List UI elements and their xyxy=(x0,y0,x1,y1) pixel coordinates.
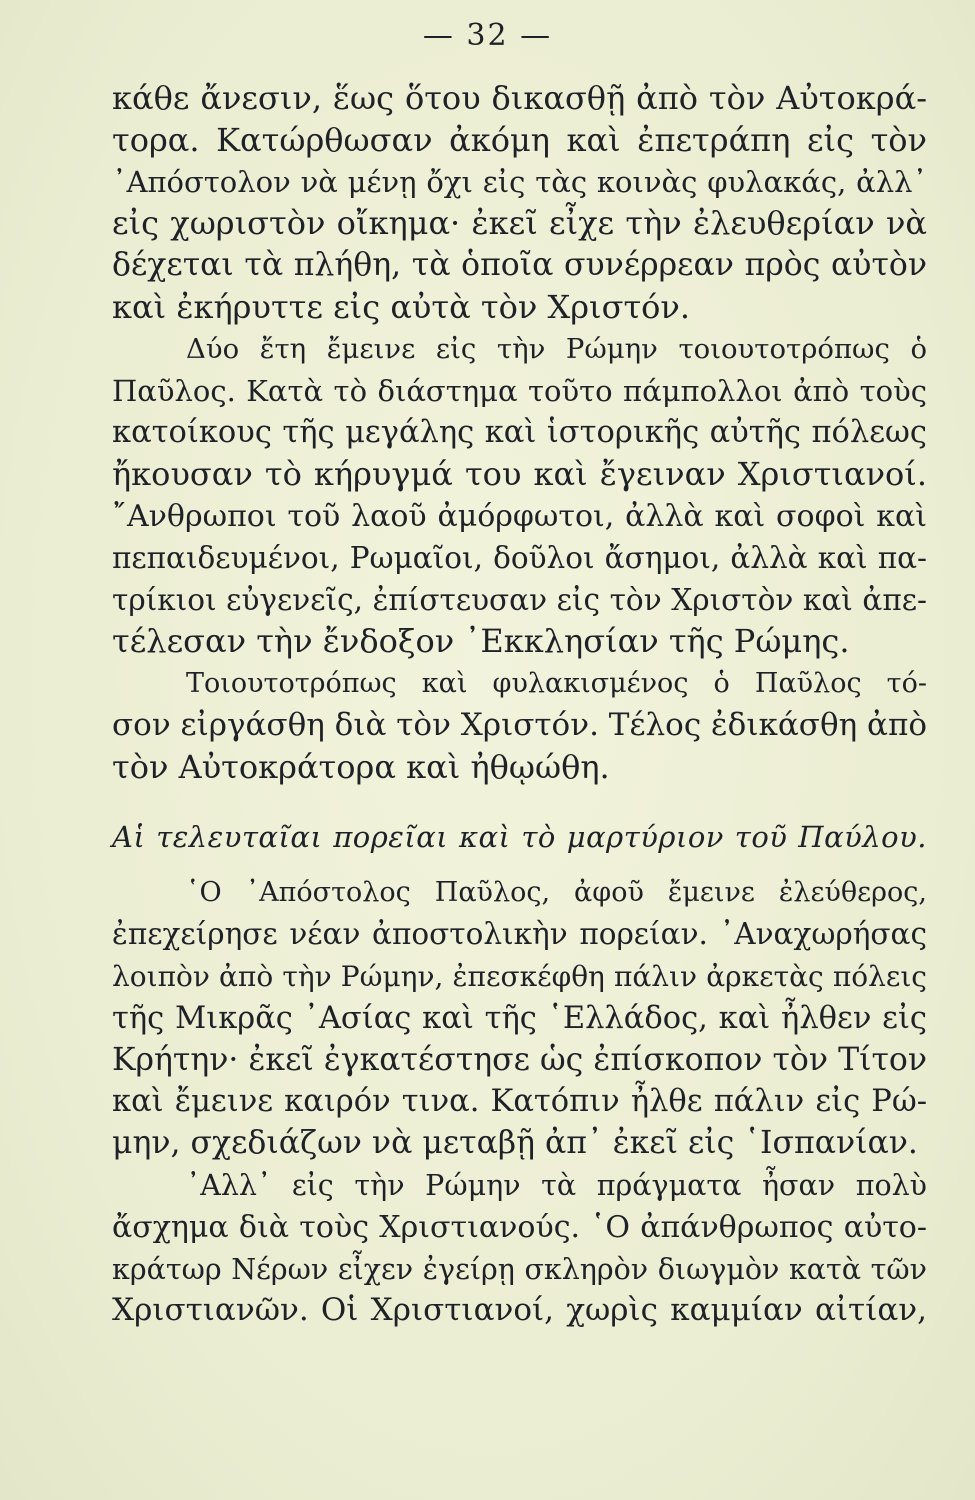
text-line: καὶ ἐκήρυττε εἰς αὐτὰ τὸν Χριστόν. xyxy=(112,287,691,326)
text-line: σον εἰργάσθη διὰ τὸν Χριστόν. Τέλος ἐδικάσθη ἀπὸ xyxy=(112,706,928,743)
text-line: εἰς χωριστὸν οἴκημα· ἐκεῖ εἶχε τὴν ἐλευθερίαν νὰ xyxy=(112,204,927,243)
section-heading: Αἱ τελευταῖαι πορεῖαι καὶ τὸ μαρτύριον τοῦ Παύλου. xyxy=(112,819,927,854)
text-line: ῾Ο ᾿Απόστολος Παῦλος, ἀφοῦ ἔμεινε ἐλεύθερος, xyxy=(186,877,927,909)
text-line: λοιπὸν ἀπὸ τὴν Ρώμην, ἐπεσκέφθη πάλιν ἀρκετὰς πόλεις xyxy=(112,959,927,993)
text-line: ᾿Αλλ᾿ εἰς τὴν Ρώμην τὰ πράγματα ἦσαν πολὺ xyxy=(186,1168,927,1202)
text-line: τὸν Αὐτοκράτορα καὶ ἠθῳώθη. xyxy=(112,747,610,786)
text-line: ἐπεχείρησε νέαν ἀποστολικὴν πορείαν. ᾿Αναχωρήσας xyxy=(112,917,927,952)
text-line: Δύο ἔτη ἔμεινε εἰς τὴν Ρώμην τοιουτοτρόπως ὁ xyxy=(186,332,927,365)
text-line: καὶ ἔμεινε καιρόν τινα. Κατόπιν ἦλθε πάλιν εἰς Ρώ- xyxy=(112,1084,927,1120)
text-line: κατοίκους τῆς μεγάλης καὶ ἱστορικῆς αὐτῆς πόλεως xyxy=(112,415,927,451)
page-number: — 32 — xyxy=(422,18,553,53)
text-line: κάθε ἄνεσιν, ἕως ὅτου δικασθῇ ἀπὸ τὸν Αὐτοκρά- xyxy=(112,79,927,117)
text-line: πεπαιδευμένοι, Ρωμαῖοι, δοῦλοι ἄσημοι, ἀλλὰ καὶ πα- xyxy=(112,540,927,575)
text-line: Τοιουτοτρόπως καὶ φυλακισμένος ὁ Παῦλος τό- xyxy=(186,668,927,700)
text-line: τρίκιοι εὐγενεῖς, ἐπίστευσαν εἰς τὸν Χριστὸν καὶ ἀπε- xyxy=(112,582,927,617)
text-line: κράτωρ Νέρων εἶχεν ἐγείρῃ σκληρὸν διωγμὸν κατὰ τῶν xyxy=(112,1252,927,1286)
text-line: μην, σχεδιάζων νὰ μεταβῇ ἀπ᾿ ἐκεῖ εἰς ῾Ισπανίαν. xyxy=(112,1125,918,1162)
text-line: τῆς Μικρᾶς ᾿Ασίας καὶ τῆς ῾Ελλάδος, καὶ ἦλθεν εἰς xyxy=(112,1000,927,1036)
text-block xyxy=(112,78,927,1332)
text-line: ἤκουσαν τὸ κήρυγμά του καὶ ἔγειναν Χριστιανοί. xyxy=(112,455,927,494)
text-line: Κρήτην· ἐκεῖ ἐγκατέστησε ὡς ἐπίσκοπον τὸν Τίτον xyxy=(112,1041,927,1078)
text-line: ἄσχημα διὰ τοὺς Χριστιανούς. ῾Ο ἀπάνθρωπος αὐτο- xyxy=(112,1209,927,1245)
text-line: ᾿Απόστολον νὰ μένῃ ὄχι εἰς τὰς κοινὰς φυλακάς, ἀλλ᾿ xyxy=(112,164,927,199)
text-line: τέλεσαν τὴν ἔνδοξον ᾿Εκκλησίαν τῆς Ρώμης. xyxy=(112,622,850,661)
text-line: τορα. Κατώρθωσαν ἀκόμη καὶ ἐπετράπη εἰς τὸν xyxy=(112,120,927,159)
text-line: δέχεται τὰ πλήθη, τὰ ὁποῖα συνέρρεαν πρὸς αὐτὸν xyxy=(112,247,927,284)
text-line: ῎Ανθρωποι τοῦ λαοῦ ἀμόρφωτοι, ἀλλὰ καὶ σοφοὶ καὶ xyxy=(112,498,927,534)
text-line: Παῦλος. Κατὰ τὸ διάστημα τοῦτο πάμπολλοι ἀπὸ τοὺς xyxy=(112,373,927,408)
text-line: Χριστιανῶν. Οἱ Χριστιανοί, χωρὶς καμμίαν αἰτίαν, xyxy=(112,1292,927,1329)
